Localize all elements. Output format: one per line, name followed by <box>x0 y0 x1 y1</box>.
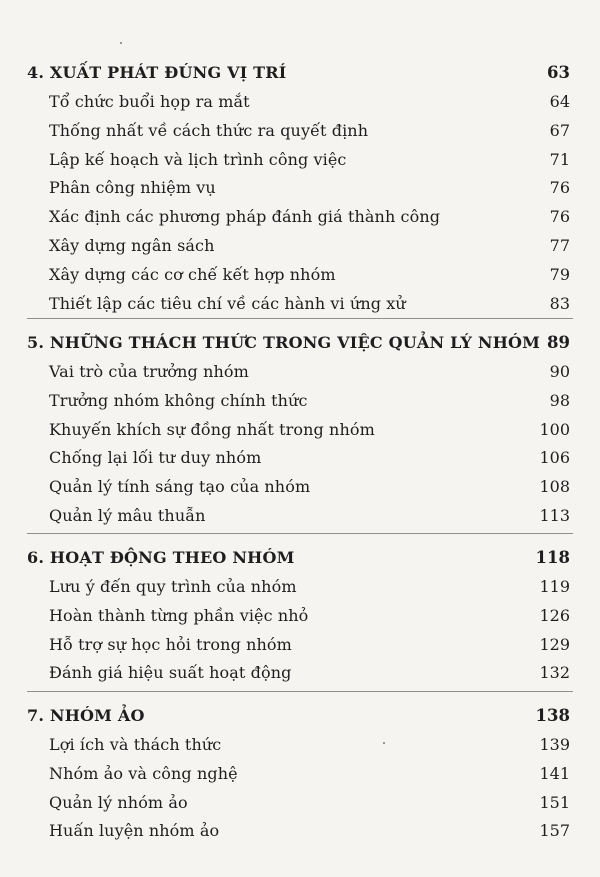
chapter-divider <box>27 318 573 319</box>
chapter-title: 7. NHÓM ẢO <box>27 706 145 725</box>
section-title: Phân công nhiệm vụ <box>49 178 216 198</box>
section-entry <box>0 147 600 173</box>
section-entry <box>0 262 600 288</box>
section-title: Khuyến khích sự đồng nhất trong nhóm <box>49 419 375 439</box>
section-page-number: 157 <box>539 821 570 841</box>
chapter-entry <box>0 60 600 86</box>
section-entry <box>0 359 600 385</box>
section-page-number: 64 <box>549 92 570 111</box>
section-title: Quản lý mâu thuẫn <box>49 506 206 525</box>
section-entry <box>0 445 600 471</box>
section-entry <box>0 603 600 629</box>
chapter-entry <box>0 703 600 729</box>
section-entry <box>0 89 600 115</box>
section-entry <box>0 790 600 816</box>
chapter-title: 6. HOẠT ĐỘNG THEO NHÓM <box>27 548 295 567</box>
section-entry <box>0 417 600 443</box>
section-page-number: 79 <box>549 264 570 284</box>
section-page-number: 126 <box>539 605 570 625</box>
section-entry <box>0 660 600 686</box>
chapter-page-number: 138 <box>535 706 570 725</box>
section-title: Hỗ trợ sự học hỏi trong nhóm <box>49 634 292 654</box>
section-title: Hoàn thành từng phần việc nhỏ <box>49 605 309 625</box>
section-page-number: 113 <box>539 506 570 525</box>
section-entry <box>0 233 600 259</box>
section-page-number: 67 <box>549 120 570 140</box>
section-page-number: 139 <box>539 735 570 754</box>
section-page-number: 83 <box>549 293 570 313</box>
section-entry <box>0 474 600 500</box>
section-entry <box>0 574 600 600</box>
section-page-number: 129 <box>539 634 570 654</box>
section-title: Vai trò của trưởng nhóm <box>49 362 249 381</box>
section-page-number: 98 <box>549 390 570 410</box>
section-title: Quản lý tính sáng tạo của nhóm <box>49 477 311 497</box>
section-title: Huấn luyện nhóm ảo <box>49 821 220 841</box>
section-entry <box>0 388 600 414</box>
section-page-number: 100 <box>539 419 570 439</box>
section-page-number: 141 <box>539 763 570 783</box>
section-title: Thiết lập các tiêu chí về các hành vi ứng xử <box>49 293 406 313</box>
chapter-page-number: 89 <box>547 333 570 352</box>
chapter-divider <box>27 533 573 534</box>
chapter-entry <box>0 545 600 571</box>
section-title: Chống lại lối tư duy nhóm <box>49 448 262 468</box>
section-title: Đánh giá hiệu suất hoạt động <box>49 663 292 683</box>
section-page-number: 76 <box>549 178 570 198</box>
section-entry <box>0 291 600 317</box>
section-entry <box>0 175 600 201</box>
section-entry <box>0 204 600 230</box>
chapter-title: 4. XUẤT PHÁT ĐÚNG VỊ TRÍ <box>27 63 287 82</box>
print-speck <box>120 42 122 44</box>
section-title: Tổ chức buổi họp ra mắt <box>49 92 250 111</box>
section-title: Thống nhất về cách thức ra quyết định <box>49 120 369 140</box>
section-title: Xây dựng các cơ chế kết hợp nhóm <box>49 264 336 284</box>
section-title: Lợi ích và thách thức <box>49 735 222 754</box>
section-title: Xác định các phương pháp đánh giá thành công <box>49 207 441 227</box>
section-title: Xây dựng ngân sách <box>49 236 215 255</box>
section-entry <box>0 632 600 658</box>
section-title: Lập kế hoạch và lịch trình công việc <box>49 149 347 169</box>
section-title: Lưu ý đến quy trình của nhóm <box>49 577 297 596</box>
chapter-page-number: 63 <box>547 63 570 82</box>
section-entry <box>0 818 600 844</box>
section-title: Nhóm ảo và công nghệ <box>49 763 238 783</box>
section-page-number: 151 <box>539 792 570 812</box>
section-entry <box>0 732 600 758</box>
chapter-divider <box>27 691 573 692</box>
section-page-number: 90 <box>549 362 570 381</box>
chapter-title: 5. NHỮNG THÁCH THỨC TRONG VIỆC QUẢN LÝ NHÓM <box>27 333 541 352</box>
section-page-number: 77 <box>549 236 570 255</box>
section-entry <box>0 118 600 144</box>
chapter-entry <box>0 330 600 356</box>
chapter-page-number: 118 <box>535 548 570 567</box>
section-page-number: 119 <box>539 577 570 596</box>
section-page-number: 132 <box>539 663 570 683</box>
section-page-number: 76 <box>549 207 570 227</box>
section-entry <box>0 761 600 787</box>
section-title: Trưởng nhóm không chính thức <box>49 390 308 410</box>
section-entry <box>0 503 600 529</box>
section-page-number: 108 <box>539 477 570 497</box>
section-page-number: 106 <box>539 448 570 468</box>
section-title: Quản lý nhóm ảo <box>49 792 188 812</box>
section-page-number: 71 <box>549 149 570 169</box>
